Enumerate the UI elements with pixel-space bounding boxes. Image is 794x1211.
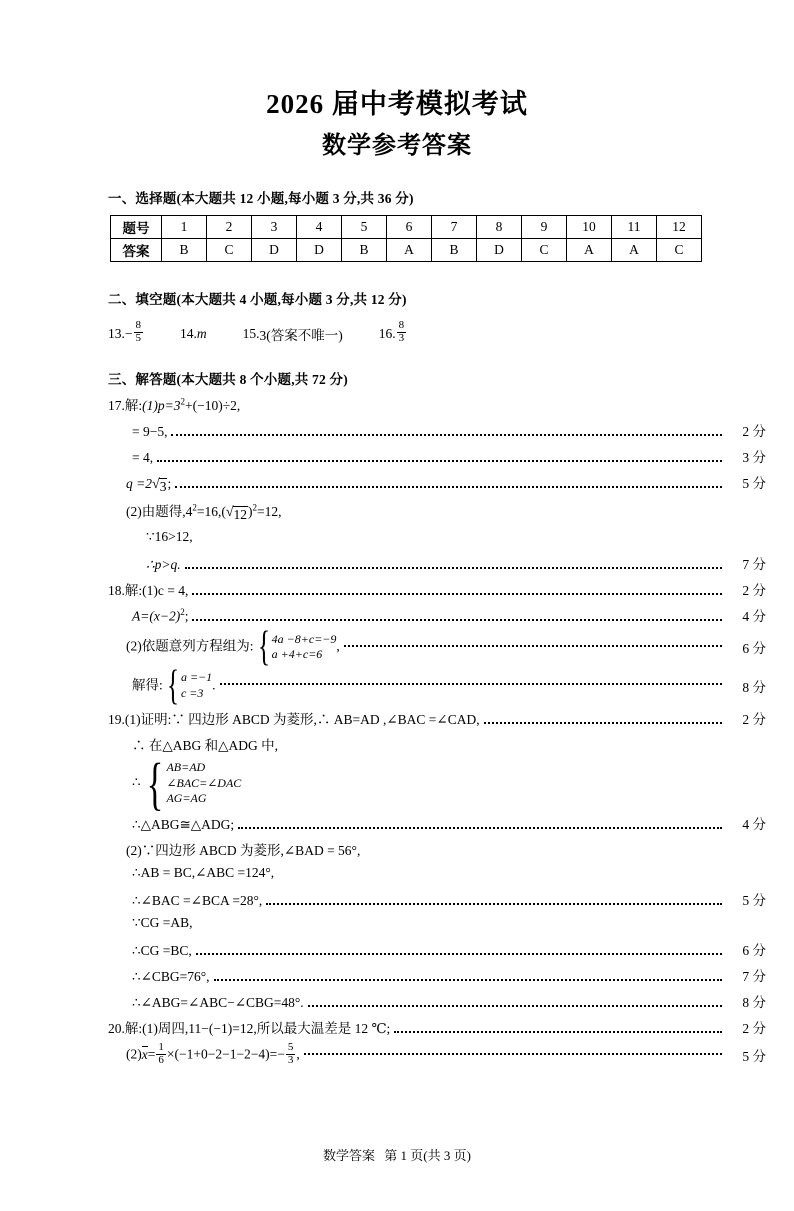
footer-page-number: 第 1 页(共 3 页) (384, 1148, 471, 1163)
blank-answer-14: 14. m (180, 325, 207, 341)
table-row-answers (111, 238, 702, 261)
score-mark: 5 分 (742, 475, 766, 491)
dot-leader (157, 459, 722, 462)
equation-system: { a =−1 c =3 (166, 662, 213, 709)
score-mark: 7 分 (742, 969, 766, 985)
blank-answer-13: 13. − $\frac{8}{5}$ (108, 319, 141, 345)
x-bar-symbol: x (141, 1046, 148, 1062)
sqrt-symbol: √ 3 (152, 476, 167, 494)
table-cell: 1 (162, 215, 207, 238)
dot-leader (278, 876, 722, 877)
score-mark: 4 分 (742, 817, 766, 833)
dot-leader (196, 926, 722, 927)
score-mark: 8 分 (742, 995, 766, 1011)
table-cell: B (342, 238, 387, 261)
fraction: $\frac{1}{6}$ (158, 1041, 164, 1066)
solution-line-q19-9: ∴∠CBG=76°, 7 分 (132, 965, 766, 985)
fraction: $\frac{5}{3}$ (287, 1041, 294, 1066)
table-cell: 10 (567, 215, 612, 238)
blank-answer-15: 15. 3(答案不唯一) (242, 325, 343, 343)
table-cell: C (522, 238, 567, 261)
score-mark: 7 分 (742, 556, 766, 572)
solution-line-q19-10: ∴∠ABG=∠ABC−∠CBG=48°. 8 分 (132, 991, 766, 1011)
dot-leader (364, 854, 722, 855)
score-mark: 5 分 (742, 1049, 766, 1065)
dot-leader (197, 540, 722, 541)
table-cell: A (387, 238, 432, 261)
equation-system: { 4a −8+c=−9 a +4+c=6 (257, 623, 337, 670)
solution-line-q19-1: 19.(1)证明:∵ 四边形 ABCD 为菱形,∴ AB=AD ,∠BAC =∠CAD, 2 分 (108, 708, 766, 728)
footer-subject: 数学答案 (323, 1148, 376, 1163)
dot-leader (238, 826, 722, 829)
table-cell: A (612, 238, 657, 261)
solution-line-q17-2: = 9−5, 2 分 (132, 420, 766, 440)
dot-leader (192, 618, 722, 621)
page-subtitle: 数学参考答案 (322, 132, 472, 159)
dot-leader (196, 952, 722, 955)
solution-line-q17-3: = 4, 3 分 (132, 446, 766, 466)
page-footer (0, 1145, 794, 1164)
solution-line-q20-1: 20.解:(1)周四,11−(−1)=12,所以最大温差是 12 ℃; 2 分 (108, 1017, 766, 1037)
dot-leader (266, 902, 722, 905)
multiple-choice-answer-table (110, 215, 702, 262)
table-cell: 8 (477, 215, 522, 238)
solution-line-q20-2: (2)x= $\frac{1}{6}$ ×(−1+0−2−1−2−4)=− $\frac{5}{3}$ , 5 分 (126, 1041, 766, 1066)
score-mark: 4 分 (742, 608, 766, 624)
sqrt-symbol: √ 12 (225, 505, 248, 523)
fraction: $\frac{8}{5}$ (135, 319, 141, 345)
solution-line-q19-7: ∵CG =AB, (132, 915, 766, 933)
section-heading-solutions: 三、解答题(本大题共 8 个小题,共 72 分) (108, 371, 348, 387)
dot-leader (308, 1004, 722, 1007)
score-mark: 2 分 (742, 423, 766, 439)
table-header-answer: 答案 (111, 238, 162, 261)
score-mark: 3 分 (742, 449, 766, 465)
solution-line-q17-1: 17.解$:(1)p=3^2+(-10)\div 2$, (108, 394, 766, 414)
fill-blank-answers (108, 318, 794, 350)
solution-line-q18-2: $A=(x-2)^2$; 4 分 (132, 605, 766, 625)
table-cell: D (252, 238, 297, 261)
document-page (0, 88, 794, 1211)
dot-leader (175, 485, 722, 488)
table-cell: B (432, 238, 477, 261)
table-header-question: 题号 (111, 215, 162, 238)
dot-leader (185, 566, 722, 569)
table-cell: D (477, 238, 522, 261)
section-heading-choice: 一、选择题(本大题共 12 小题,每小题 3 分,共 36 分) (108, 190, 414, 206)
solution-line-q19-3: ∴△ABG≅△ADG; 4 分 (132, 813, 766, 833)
dot-leader (245, 781, 722, 782)
solution-line-q17-4: q =2 √ 3 ; 5 分 (126, 472, 766, 495)
table-cell: 9 (522, 215, 567, 238)
solution-line-q19-conditions: ∴ { AB=AD ∠BAC=∠DAC AG=AG (132, 760, 766, 807)
dot-leader (484, 721, 722, 724)
score-mark: 8 分 (742, 679, 766, 695)
solution-line-q17-5: (2)由题得$,4^2=16$,( √ 12 )$^2$=12, (126, 500, 766, 523)
solution-line-q19-4: (2)∵四边形 ABCD 为菱形,∠BAD = 56°, (126, 839, 766, 859)
dot-leader (286, 515, 722, 516)
table-row-question-numbers (111, 215, 702, 238)
table-cell: 12 (657, 215, 702, 238)
table-cell: B (162, 238, 207, 261)
dot-leader (344, 644, 722, 647)
dot-leader (304, 1052, 722, 1055)
table-cell: 4 (297, 215, 342, 238)
dot-leader (192, 592, 722, 595)
table-cell: 2 (207, 215, 252, 238)
fraction: $\frac{8}{3}$ (398, 319, 405, 345)
table-cell: 6 (387, 215, 432, 238)
table-cell: 11 (612, 215, 657, 238)
score-mark: 2 分 (742, 712, 766, 728)
solution-line-q19-6: ∴∠BAC =∠BCA =28°, 5 分 (132, 889, 766, 909)
solution-line-q18-4: 解得: { a =−1 c =3 . 8 分 (132, 662, 766, 709)
table-cell: D (297, 238, 342, 261)
section-heading-fill-blank: 二、填空题(本大题共 4 小题,每小题 3 分,共 12 分) (108, 291, 407, 307)
solution-line-q19-2: ∴ 在△ABG 和△ADG 中, (132, 734, 766, 754)
answer-table-wrapper (110, 215, 794, 262)
solution-line-q18-1: 18.解:(1)c = 4, 2 分 (108, 579, 766, 599)
table-cell: C (657, 238, 702, 261)
table-cell: 5 (342, 215, 387, 238)
solution-line-q19-5: ∴AB = BC,∠ABC =124°, (132, 865, 766, 883)
dot-leader (244, 409, 722, 410)
dot-leader (214, 978, 722, 981)
dot-leader (394, 1030, 722, 1033)
score-mark: 6 分 (742, 943, 766, 959)
solution-line-q18-3: (2)依题意列方程组为: { 4a −8+c=−9 a +4+c=6 , 6 分 (126, 623, 766, 670)
score-mark: 6 分 (742, 641, 766, 657)
table-cell: 3 (252, 215, 297, 238)
solution-line-q17-6: ∵16>12, (146, 529, 766, 547)
table-cell: 7 (432, 215, 477, 238)
score-mark: 5 分 (742, 893, 766, 909)
blank-answer-16: 16. $\frac{8}{3}$ (378, 319, 405, 345)
table-cell: A (567, 238, 612, 261)
table-cell: C (207, 238, 252, 261)
dot-leader (171, 433, 722, 436)
dot-leader (220, 682, 722, 685)
page-title: 2026 届中考模拟考试 (266, 89, 528, 119)
score-mark: 2 分 (742, 582, 766, 598)
score-mark: 2 分 (742, 1021, 766, 1037)
equation-system: { AB=AD ∠BAC=∠DAC AG=AG (146, 750, 242, 816)
solution-line-q19-8: ∴CG =BC, 6 分 (132, 939, 766, 959)
solution-line-q17-7: ∴p>q. 7 分 (146, 553, 766, 573)
dot-leader (282, 749, 722, 750)
